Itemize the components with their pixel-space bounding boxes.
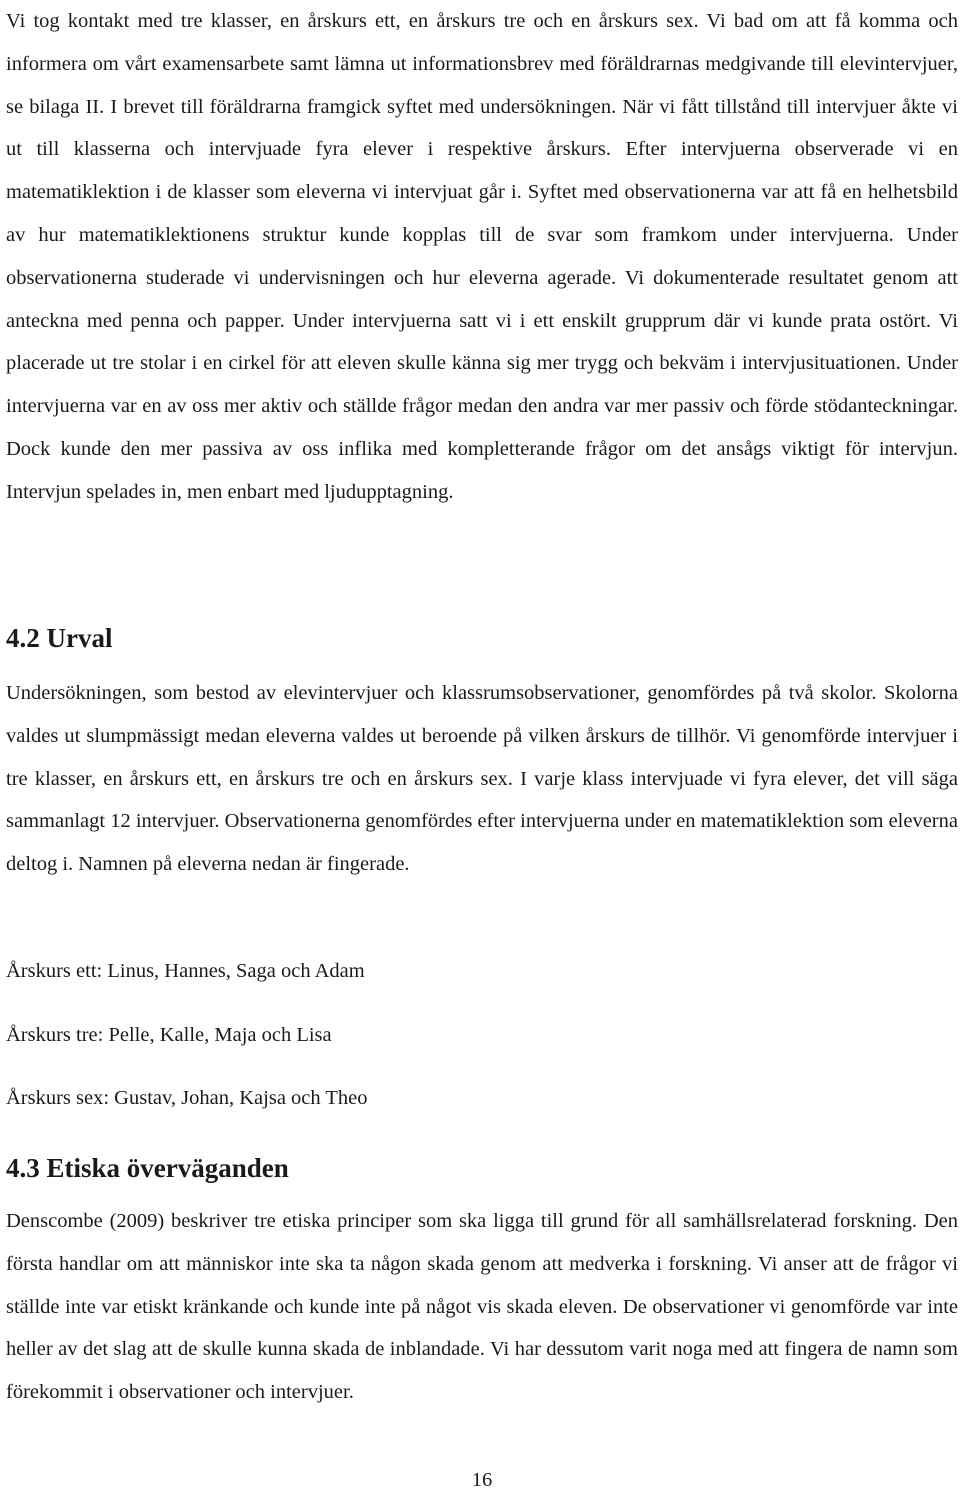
list-item-grade-3: Årskurs tre: Pelle, Kalle, Maja och Lisa	[6, 1024, 332, 1046]
paragraph-urval: Undersökningen, som bestod av elevintervjuer och klassrumsobservationer, genomfördes på två skolor. Skolorna valdes ut slumpmässigt medan eleverna valdes ut beroende på vilken årskurs de tillhör. Vi genomförde intervjuer i tre klasser, en årskurs ett, en årskurs tre och en årskurs sex. I varje klass intervjuade vi fyra elever, det vill säga sammanlagt 12 intervjuer. Observationerna genomfördes efter intervjuerna under en matematiklektion som eleverna deltog i. Namnen på eleverna nedan är fingerade.	[6, 682, 958, 876]
paragraph-etiska: Denscombe (2009) beskriver tre etiska principer som ska ligga till grund för all samhällsrelaterad forskning. Den första handlar om att människor inte ska ta någon skada genom att medverka i forskning. Vi anser att de frågor vi ställde inte var etiskt kränkande och kunde inte på något vis skada eleven. De observationer vi genomförde var inte heller av det slag att de skulle kunna skada de inblandade. Vi har dessutom varit noga med att fingera de namn som förekommit i observationer och intervjuer.	[6, 1210, 958, 1404]
paragraph-method: Vi tog kontakt med tre klasser, en årskurs ett, en årskurs tre och en årskurs sex. Vi bad om att få komma och informera om vårt examensarbete samt lämna ut informationsbrev med föräldrarnas medgivande till elevintervjuer, se bilaga II. I brevet till föräldrarna framgick syftet med undersökningen. När vi fått tillstånd till intervjuer åkte vi ut till klasserna och intervjuade fyra elever i respektive årskurs. Efter intervjuerna observerade vi en matematiklektion i de klasser som eleverna vi intervjuat går i. Syftet med observationerna var att få en helhetsbild av hur matematiklektionens struktur kunde kopplas till de svar som framkom under intervjuerna. Under observationerna studerade vi undervisningen och hur eleverna agerade. Vi dokumenterade resultatet genom att anteckna med penna och papper. Under intervjuerna satt vi i ett enskilt grupprum där vi kunde prata ostört. Vi placerade ut tre stolar i en cirkel för att eleven skulle känna sig mer trygg och bekväm i intervjusituationen. Under intervjuerna var en av oss mer aktiv och ställde frågor medan den andra var mer passiv och förde stödanteckningar. Dock kunde den mer passiva av oss inflika med kompletterande frågor om det ansågs viktigt för intervjun. Intervjun spelades in, men enbart med ljudupptagning.	[6, 10, 958, 503]
section-heading-urval: 4.2 Urval	[6, 623, 113, 653]
list-item-grade-6: Årskurs sex: Gustav, Johan, Kajsa och Theo	[6, 1087, 368, 1109]
section-heading-etiska: 4.3 Etiska överväganden	[6, 1153, 289, 1183]
list-item-grade-1: Årskurs ett: Linus, Hannes, Saga och Adam	[6, 960, 365, 982]
page-number: 16	[471, 1469, 493, 1491]
